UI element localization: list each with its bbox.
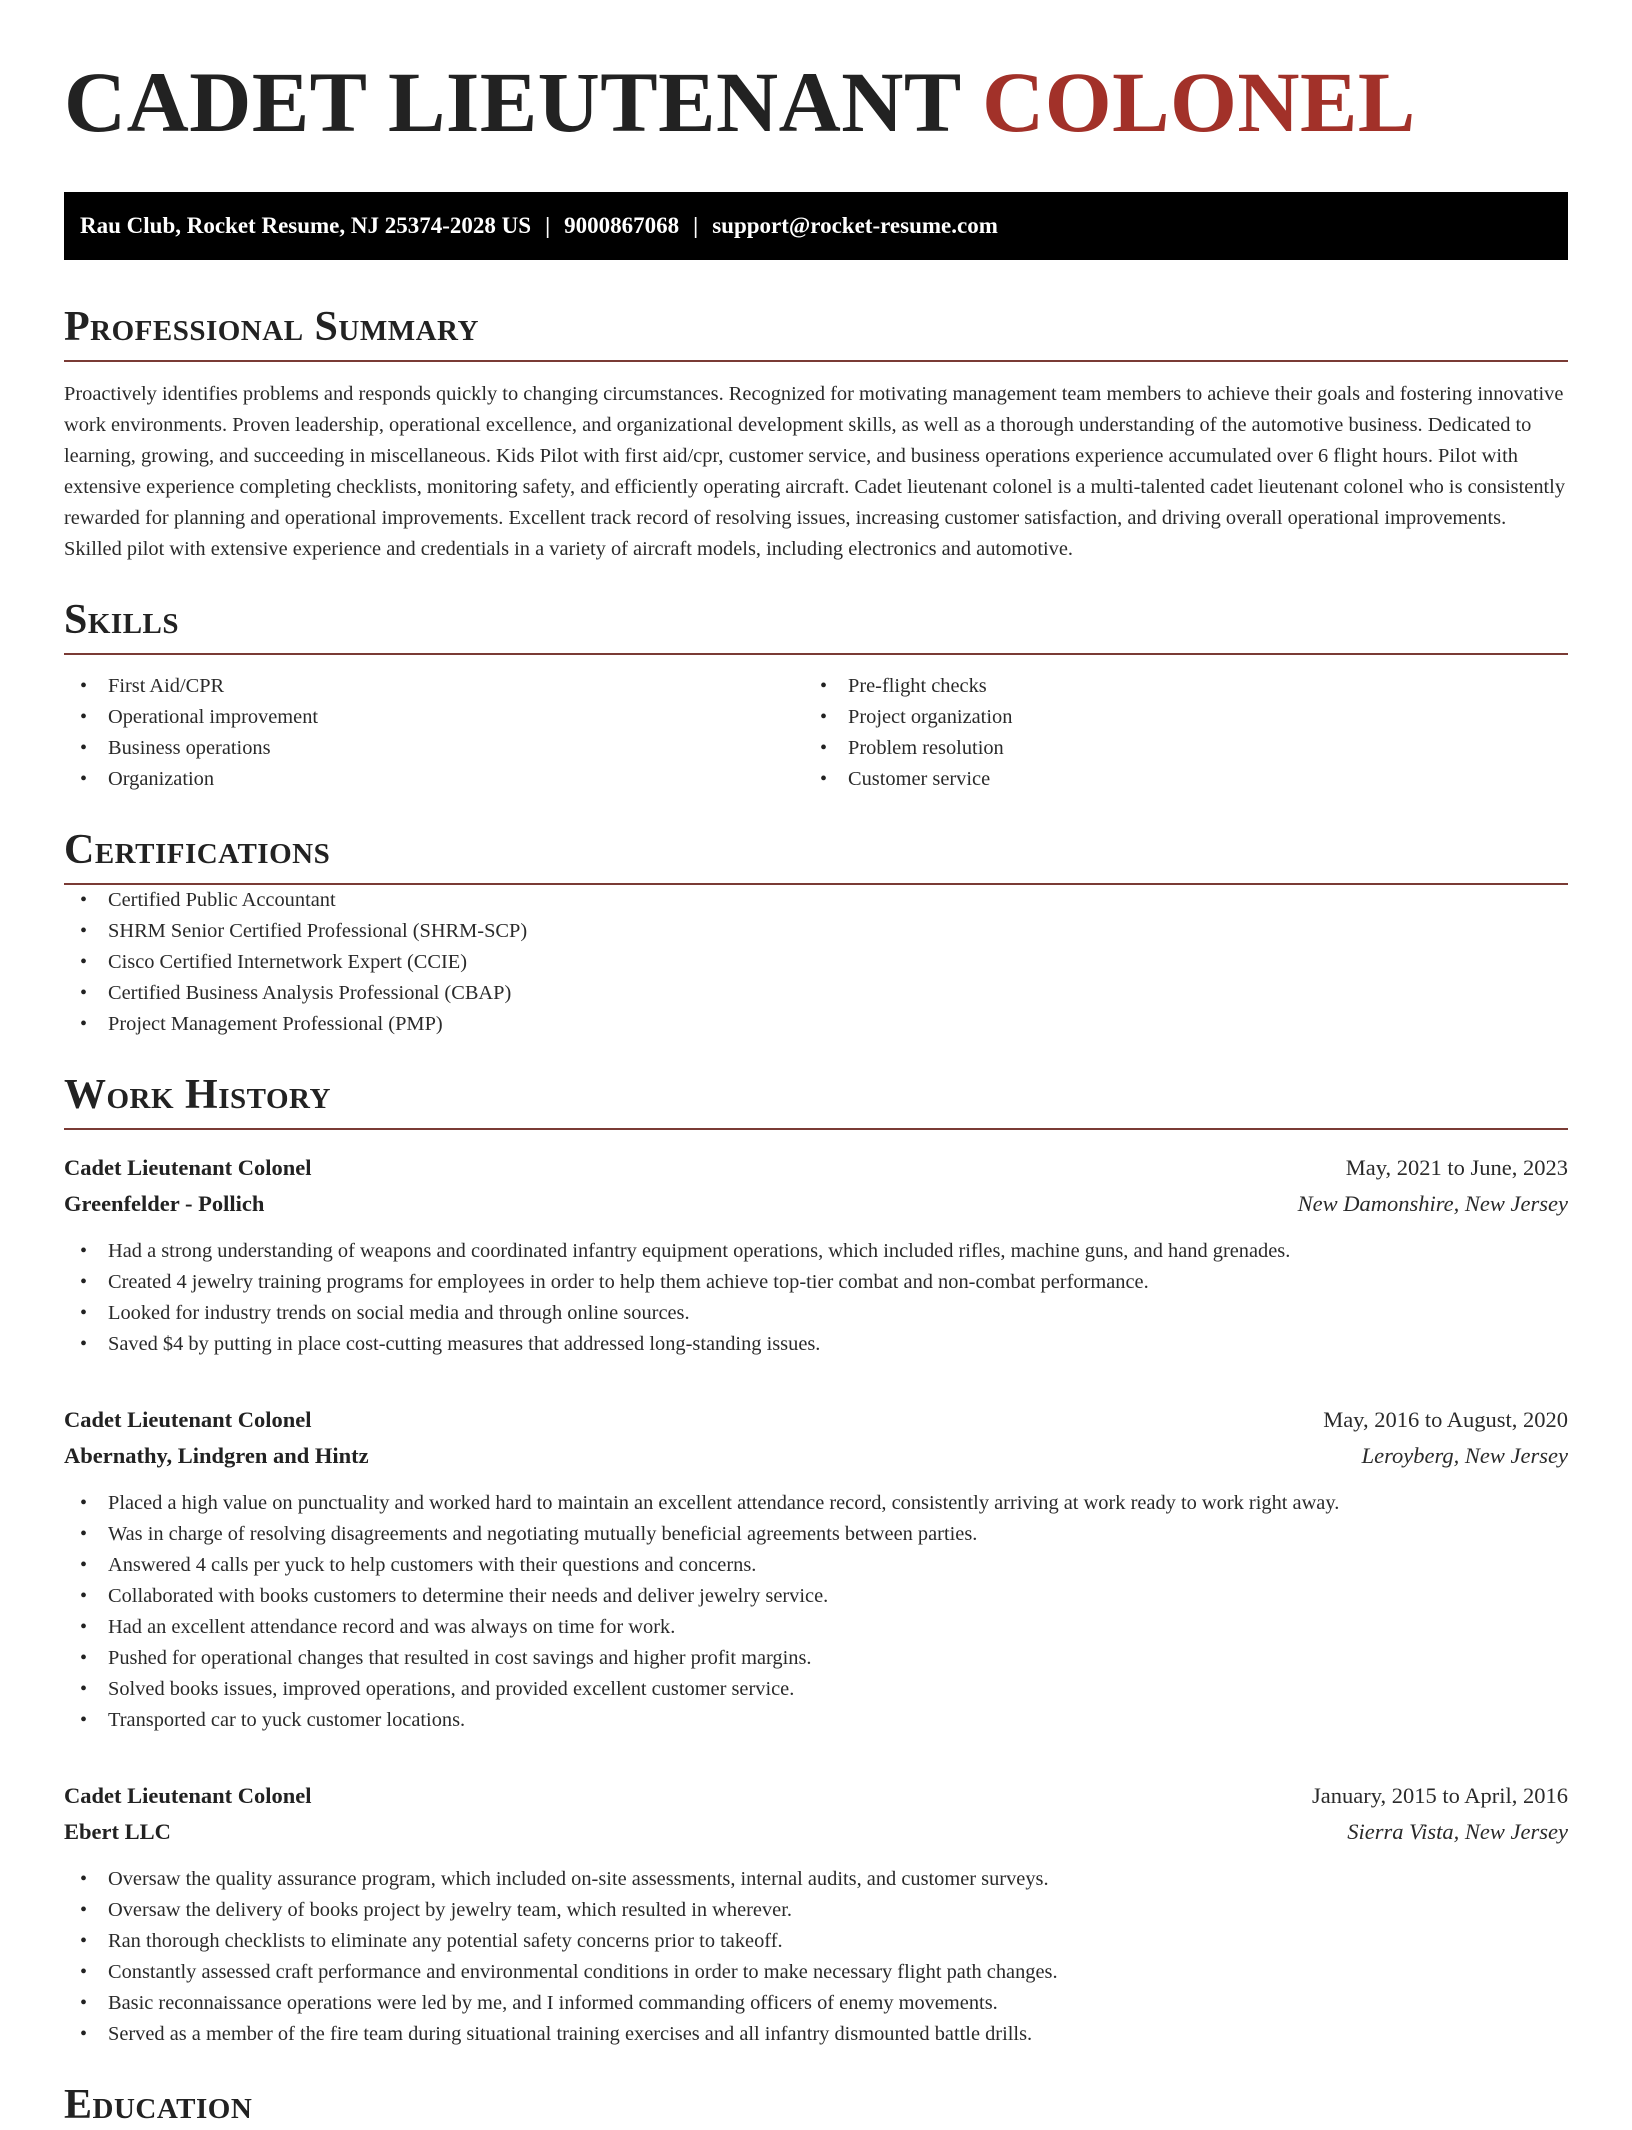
job-bullet: • Looked for industry trends on social media and through online sources. [64, 1298, 1568, 1329]
contact-separator: | [693, 213, 699, 238]
skill-item: • Organization [64, 764, 804, 795]
skills-section [64, 595, 1568, 795]
job-bullet: • Collaborated with books customers to determine their needs and deliver jewelry service. [64, 1581, 1568, 1612]
job-header-row [64, 1778, 1568, 1814]
contact-email: support@rocket-resume.com [712, 213, 998, 238]
job-location: Sierra Vista, New Jersey [1347, 1819, 1568, 1844]
certification-item: • Cisco Certified Internetwork Expert (CCIE) [64, 947, 1568, 978]
job-bullet: • Constantly assessed craft performance and environmental conditions in order to make necessary flight path changes. [64, 1957, 1568, 1988]
summary-section [64, 302, 1568, 565]
job-bullet: • Had an excellent attendance record and was always on time for work. [64, 1612, 1568, 1643]
certifications-heading: Certifications [64, 827, 331, 873]
name-first: CADET LIEUTENANT [64, 54, 961, 150]
section-divider [64, 653, 1568, 655]
job-subheader-row [64, 1438, 1568, 1474]
name-last: COLONEL [982, 54, 1416, 150]
job-bullet: • Solved books issues, improved operations, and provided excellent customer service. [64, 1674, 1568, 1705]
candidate-name [64, 52, 1568, 152]
job-dates: May, 2021 to June, 2023 [1345, 1155, 1568, 1180]
skill-item: • Customer service [804, 764, 1568, 795]
section-divider [64, 1128, 1568, 1130]
job-location: New Damonshire, New Jersey [1297, 1191, 1568, 1216]
summary-text: Proactively identifies problems and responds quickly to changing circumstances. Recognized for motivating management team members to achieve their goals and fostering innovative work environments. Proven leadership, operational excellence, and organizational development skills, as well as a thorough understanding of the automotive business. Dedicated to learning, growing, and succeeding in miscellaneous. Kids Pilot with first aid/cpr, customer service, and business operations experience accumulated over 6 flight hours. Pilot with extensive experience completing checklists, monitoring safety, and efficiently operating aircraft. Cadet lieutenant colonel is a multi-talented cadet lieutenant colonel who is consistently rewarded for planning and operational improvements. Excellent track record of resolving issues, increasing customer satisfaction, and driving overall operational improvements. Skilled pilot with extensive experience and credentials in a variety of aircraft models, including electronics and automotive. [64, 383, 1566, 560]
skill-item: • Business operations [64, 733, 804, 764]
job-dates: May, 2016 to August, 2020 [1323, 1407, 1568, 1432]
skill-item: • Pre-flight checks [804, 671, 1568, 702]
work-history-heading: Work History [64, 1072, 331, 1118]
job-subheader-row [64, 1186, 1568, 1222]
job-bullet: • Was in charge of resolving disagreements and negotiating mutually beneficial agreements between parties. [64, 1519, 1568, 1550]
job-title: Cadet Lieutenant Colonel [64, 1783, 312, 1808]
job-entry [64, 1402, 1568, 1736]
skills-list-left [64, 671, 804, 795]
skills-list-right [804, 671, 1568, 795]
summary-heading: Professional Summary [64, 304, 479, 350]
contact-separator: | [545, 213, 551, 238]
job-company: Abernathy, Lindgren and Hintz [64, 1443, 369, 1468]
job-header-row [64, 1150, 1568, 1186]
job-title: Cadet Lieutenant Colonel [64, 1155, 312, 1180]
certification-item: • Certified Business Analysis Professional (CBAP) [64, 978, 1568, 1009]
job-bullet: • Answered 4 calls per yuck to help customers with their questions and concerns. [64, 1550, 1568, 1581]
job-dates: January, 2015 to April, 2016 [1311, 1783, 1568, 1808]
job-bullet: • Pushed for operational changes that resulted in cost savings and higher profit margins. [64, 1643, 1568, 1674]
skill-item: • Problem resolution [804, 733, 1568, 764]
job-header-row [64, 1402, 1568, 1438]
job-subheader-row [64, 1814, 1568, 1850]
job-bullet: • Saved $4 by putting in place cost-cutting measures that addressed long-standing issues. [64, 1329, 1568, 1360]
job-entry [64, 1778, 1568, 2050]
job-bullet: • Ran thorough checklists to eliminate any potential safety concerns prior to takeoff. [64, 1926, 1568, 1957]
certifications-list [64, 885, 1568, 1040]
education-heading: Education [64, 2082, 253, 2128]
section-divider [64, 360, 1568, 362]
job-bullet: • Served as a member of the fire team during situational training exercises and all infantry dismounted battle drills. [64, 2019, 1568, 2050]
job-bullet: • Oversaw the quality assurance program, which included on-site assessments, internal audits, and customer surveys. [64, 1864, 1568, 1895]
job-company: Greenfelder - Pollich [64, 1191, 265, 1216]
job-company: Ebert LLC [64, 1819, 171, 1844]
work-history-section [64, 1070, 1568, 2050]
job-bullet: • Transported car to yuck customer locations. [64, 1705, 1568, 1736]
skills-grid [64, 671, 1568, 795]
skills-heading: Skills [64, 597, 180, 643]
education-section [64, 2080, 1568, 2130]
job-entry [64, 1150, 1568, 1360]
certifications-section [64, 825, 1568, 1040]
job-bullet: • Placed a high value on punctuality and worked hard to maintain an excellent attendance record, consistently arriving at work ready to work right away. [64, 1488, 1568, 1519]
certification-item: • SHRM Senior Certified Professional (SHRM-SCP) [64, 916, 1568, 947]
job-bullet: • Basic reconnaissance operations were led by me, and I informed commanding officers of enemy movements. [64, 1988, 1568, 2019]
contact-phone: 9000867068 [564, 213, 680, 238]
skill-item: • Project organization [804, 702, 1568, 733]
job-location: Leroyberg, New Jersey [1361, 1443, 1568, 1468]
skill-item: • Operational improvement [64, 702, 804, 733]
contact-address: Rau Club, Rocket Resume, NJ 25374-2028 US [80, 213, 532, 238]
job-bullets [64, 1236, 1568, 1360]
skill-item: • First Aid/CPR [64, 671, 804, 702]
job-bullets [64, 1488, 1568, 1736]
certification-item: • Certified Public Accountant [64, 885, 1568, 916]
contact-bar [64, 192, 1568, 260]
job-bullet: • Created 4 jewelry training programs for employees in order to help them achieve top-tier combat and non-combat performance. [64, 1267, 1568, 1298]
certification-item: • Project Management Professional (PMP) [64, 1009, 1568, 1040]
job-title: Cadet Lieutenant Colonel [64, 1407, 312, 1432]
job-bullets [64, 1864, 1568, 2050]
job-bullet: • Oversaw the delivery of books project by jewelry team, which resulted in wherever. [64, 1895, 1568, 1926]
job-bullet: • Had a strong understanding of weapons and coordinated infantry equipment operations, which included rifles, machine guns, and hand grenades. [64, 1236, 1568, 1267]
